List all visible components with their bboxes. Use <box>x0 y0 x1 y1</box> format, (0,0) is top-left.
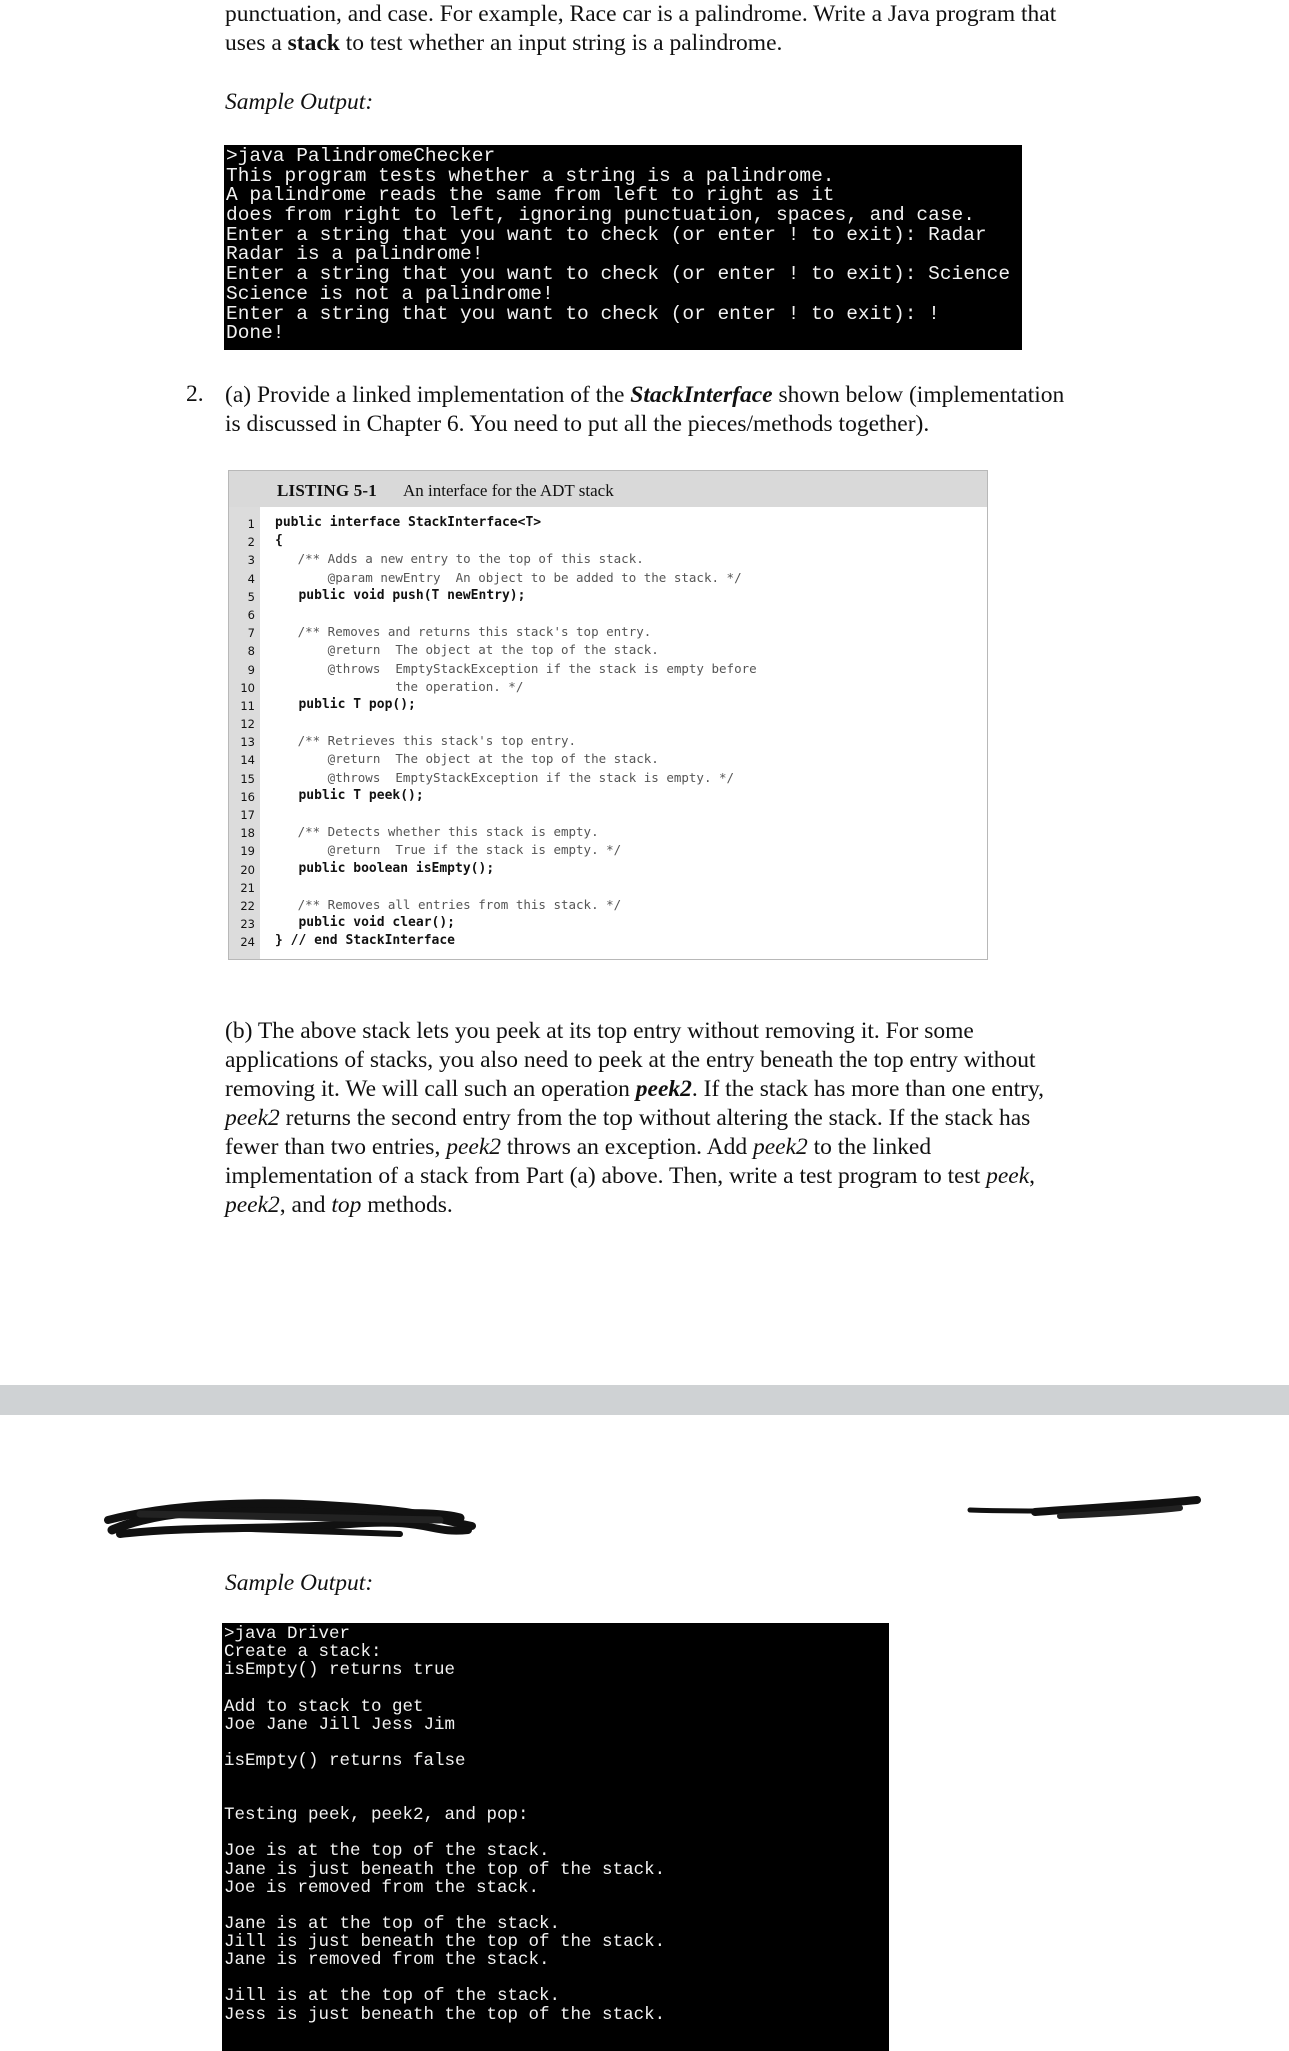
line-number: 20 <box>240 862 255 877</box>
question-2b-line-3: removing it. We will call such an operation peek2. If the stack has more than one entry, <box>225 1076 1045 1102</box>
question-2b-line-4: peek2 returns the second entry from the top without altering the stack. If the stack has <box>225 1105 1031 1131</box>
code-line <box>229 661 987 679</box>
code-line <box>229 915 987 933</box>
code-text: @throws EmptyStackException if the stack is empty. */ <box>275 769 735 785</box>
console-line: Add to stack to get <box>224 1696 424 1717</box>
console-line: Jill is at the top of the stack. <box>224 1986 561 2007</box>
code-line <box>229 897 987 915</box>
console-line: Jess is just beneath the top of the stack. <box>224 2004 666 2025</box>
code-line <box>229 642 987 660</box>
line-number: 18 <box>240 826 255 841</box>
console-line: Jill is just beneath the top of the stack. <box>224 1932 666 1953</box>
code-line <box>229 770 987 788</box>
code-line <box>229 606 987 624</box>
code-line <box>229 861 987 879</box>
line-number: 16 <box>240 789 255 804</box>
console-lines <box>226 147 1020 344</box>
console-line <box>224 1770 887 1788</box>
question-2a-line-1: (a) Provide a linked implementation of the StackInterface shown below (implementation <box>225 382 1065 408</box>
code-line <box>229 715 987 733</box>
console-line <box>224 1734 887 1752</box>
line-number: 5 <box>247 589 255 604</box>
question-2b-line-6: implementation of a stack from Part (a) above. Then, write a test program to test peek, <box>225 1163 1036 1189</box>
code-text: @throws EmptyStackException if the stack is empty before <box>275 660 757 676</box>
code-text: /** Retrieves this stack's top entry. <box>275 733 577 749</box>
line-number: 15 <box>240 771 255 786</box>
console-line: Enter a string that you want to check (or enter ! to exit): Science <box>226 263 1011 286</box>
code-text: @return True if the stack is empty. */ <box>275 842 622 858</box>
console-line <box>224 1897 887 1915</box>
code-line <box>229 933 987 951</box>
stackinterface-term: StackInterface <box>630 382 773 408</box>
console-line: Joe is removed from the stack. <box>224 1877 540 1898</box>
listing-number: LISTING 5-1 <box>277 481 377 500</box>
console-line: Enter a string that you want to check (or enter ! to exit): Radar <box>226 223 987 246</box>
console-line: Joe is at the top of the stack. <box>224 1841 550 1862</box>
line-number: 8 <box>247 644 255 659</box>
sample-output-label-2: Sample Output: <box>225 1570 374 1596</box>
line-number: 21 <box>240 880 255 895</box>
line-number: 12 <box>240 717 255 732</box>
code-text: public void push(T newEntry); <box>275 587 526 603</box>
code-line <box>229 570 987 588</box>
console-line: Radar is a palindrome! <box>226 243 484 266</box>
peek2-term: peek2 <box>635 1076 692 1102</box>
code-line <box>229 806 987 824</box>
line-number: 10 <box>240 680 255 695</box>
line-number: 3 <box>247 553 255 568</box>
code-line <box>229 624 987 642</box>
code-line <box>229 879 987 897</box>
question-2a-line-2: is discussed in Chapter 6. You need to put all the pieces/methods together). <box>225 411 930 437</box>
code-text: @return The object at the top of the stack. <box>275 642 659 658</box>
line-number: 22 <box>240 898 255 913</box>
code-text: } // end StackInterface <box>275 933 456 949</box>
console-line: Done! <box>226 322 285 345</box>
code-line <box>229 588 987 606</box>
listing-header <box>229 471 987 507</box>
line-number: 13 <box>240 735 255 750</box>
question-2b-line-5: fewer than two entries, peek2 throws an exception. Add peek2 to the linked <box>225 1134 932 1160</box>
console-line: isEmpty() returns false <box>224 1750 466 1771</box>
code-line <box>229 751 987 769</box>
sample-output-label: Sample Output: <box>225 89 374 115</box>
code-line <box>229 533 987 551</box>
console-line: A palindrome reads the same from left to right as it <box>226 184 835 207</box>
console-line <box>224 1824 887 1842</box>
intro-paragraph <box>225 0 1056 58</box>
code-text: the operation. */ <box>275 678 524 694</box>
code-text: /** Removes and returns this stack's top entry. <box>275 624 652 640</box>
code-text: { <box>275 533 283 549</box>
code-text: @return The object at the top of the stack. <box>275 751 659 767</box>
intro-line-1: punctuation, and case. For example, Race car is a palindrome. Write a Java program that <box>225 1 1057 27</box>
listing-title: An interface for the ADT stack <box>403 481 614 500</box>
console-line: >java PalindromeChecker <box>226 145 496 167</box>
console-line <box>224 1788 887 1806</box>
redacted-header-right <box>965 1490 1205 1530</box>
code-line <box>229 679 987 697</box>
code-line <box>229 788 987 806</box>
code-line <box>229 824 987 842</box>
palindrome-console-output <box>224 145 1022 350</box>
line-number: 11 <box>240 698 255 713</box>
line-number: 17 <box>240 808 255 822</box>
code-line <box>229 842 987 860</box>
line-number: 24 <box>240 935 255 950</box>
code-line <box>229 697 987 715</box>
line-number: 23 <box>240 917 255 932</box>
console-line: Science is not a palindrome! <box>226 282 554 305</box>
console-line <box>224 1680 887 1698</box>
line-number: 4 <box>247 571 255 586</box>
question-number: 2. <box>186 381 204 407</box>
console-line: This program tests whether a string is a palindrome. <box>226 164 835 187</box>
stack-keyword: stack <box>287 30 340 56</box>
line-number: 7 <box>247 626 255 641</box>
line-number: 6 <box>247 607 255 622</box>
console-line: >java Driver <box>224 1624 351 1644</box>
console-line: Joe Jane Jill Jess Jim <box>224 1714 456 1735</box>
line-number: 9 <box>247 662 255 677</box>
code-text: public T pop(); <box>275 696 416 712</box>
line-number: 2 <box>247 535 255 550</box>
redacted-header-left <box>100 1490 480 1550</box>
console-line: Enter a string that you want to check (or enter ! to exit): ! <box>226 302 940 325</box>
console-line: Create a stack: <box>224 1642 382 1663</box>
console-line: isEmpty() returns true <box>224 1660 456 1681</box>
code-text: public void clear(); <box>275 915 456 931</box>
document-page-2 <box>0 1415 1289 2051</box>
line-number: 19 <box>240 844 255 859</box>
console-line: Testing peek, peek2, and pop: <box>224 1805 529 1826</box>
line-number: 14 <box>240 753 255 768</box>
console-line <box>224 1969 887 1987</box>
code-line <box>229 733 987 751</box>
code-line <box>229 551 987 569</box>
console-line: Jane is removed from the stack. <box>224 1950 550 1971</box>
question-2a-text <box>225 381 1064 439</box>
intro-line-2: uses a stack to test whether an input string is a palindrome. <box>225 30 783 56</box>
code-text: public boolean isEmpty(); <box>275 860 495 876</box>
code-text: /** Adds a new entry to the top of this stack. <box>275 551 644 567</box>
console-line: Jane is just beneath the top of the stack. <box>224 1859 666 1880</box>
code-text: public T peek(); <box>275 787 424 803</box>
console-line: Jane is at the top of the stack. <box>224 1913 561 1934</box>
code-text: @param newEntry An object to be added to the stack. */ <box>275 569 742 585</box>
code-text: /** Detects whether this stack is empty. <box>275 824 599 840</box>
console-lines <box>224 1625 887 2024</box>
listing-code <box>229 515 987 952</box>
code-text: public interface StackInterface<T> <box>275 515 542 530</box>
line-number: 1 <box>247 517 255 531</box>
listing-5-1-figure <box>228 470 988 960</box>
code-line <box>229 515 987 533</box>
page-separator <box>0 1385 1289 1415</box>
code-text: /** Removes all entries from this stack. */ <box>275 896 622 912</box>
question-2b-line-7: peek2, and top methods. <box>225 1192 453 1218</box>
question-2b-line-1: (b) The above stack lets you peek at its top entry without removing it. For some <box>225 1018 974 1044</box>
driver-console-output <box>222 1623 889 2051</box>
question-2b-line-2: applications of stacks, you also need to peek at the entry beneath the top entry without <box>225 1047 1036 1073</box>
question-2b-text <box>225 1017 1044 1220</box>
console-line: does from right to left, ignoring punctuation, spaces, and case. <box>226 204 975 227</box>
